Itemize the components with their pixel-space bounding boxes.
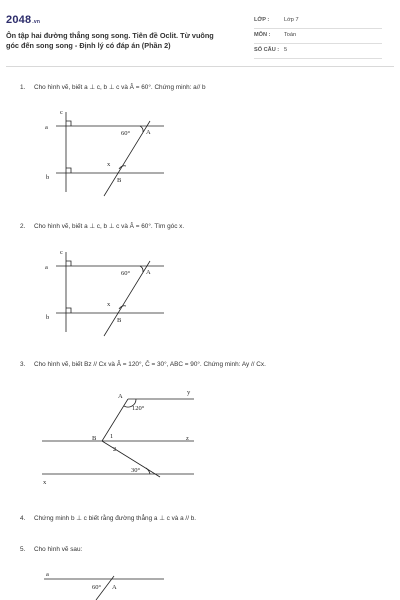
title-line-1: Ôn tập hai đường thẳng song song. Tiên đề Oclit. Từ vuông — [6, 31, 214, 40]
logo-suffix: .vn — [32, 19, 41, 25]
label-b: b — [46, 174, 50, 181]
label-z: z — [186, 435, 189, 442]
label-b: b — [46, 314, 50, 321]
label-B: B — [117, 177, 122, 184]
right-angle-mark — [66, 168, 71, 173]
question-number: 1. — [20, 84, 26, 91]
label-x: x — [107, 301, 111, 308]
angle-label-a: 120° — [132, 405, 145, 412]
question-text: Cho hình vẽ, biết a ⊥ c, b ⊥ c và Â = 60°. Chứng minh: a// b — [34, 84, 206, 91]
label-y: y — [187, 389, 191, 396]
meta-count-label: SỐ CÂU : — [254, 47, 280, 53]
angle-arc — [140, 266, 143, 272]
question-text: Cho hình vẽ, biết a ⊥ c, b ⊥ c và Â = 60°. Tìm góc x. — [34, 223, 185, 230]
right-angle-mark — [66, 261, 71, 266]
question-number: 2. — [20, 223, 26, 230]
label-c: c — [60, 249, 63, 256]
question-text: Chứng minh b ⊥ c biết rằng đường thẳng a ⊥ c và a // b. — [34, 515, 197, 522]
label-A: A — [146, 269, 151, 276]
label-B: B — [117, 317, 122, 324]
label-1: 1 — [110, 433, 114, 440]
meta-class-value: Lớp 7 — [284, 17, 299, 23]
question-number: 4. — [20, 515, 26, 522]
label-2: 2 — [113, 446, 117, 453]
label-A: A — [118, 393, 123, 400]
segment-ab — [102, 399, 128, 441]
right-angle-mark — [66, 308, 71, 313]
meta-subject-label: MÔN : — [254, 32, 271, 38]
label-x: x — [107, 161, 111, 168]
label-x: x — [43, 479, 47, 486]
label-a: a — [45, 264, 48, 271]
question-text: Cho hình vẽ sau: — [34, 546, 83, 553]
figure-1 — [56, 112, 164, 196]
label-A: A — [146, 129, 151, 136]
angle-arc — [119, 306, 126, 309]
question-number: 3. — [20, 361, 26, 368]
angle-label: 60° — [121, 270, 131, 277]
angle-label: 60° — [92, 584, 102, 591]
label-a: a — [46, 571, 49, 578]
angle-arc-c — [146, 468, 150, 474]
question-text: Cho hình vẽ, biết Bz // Cx và Â = 120°, Ĉ = 30°, ABC = 90°. Chứng minh: Ay // Cx. — [34, 361, 266, 368]
label-B: B — [92, 435, 97, 442]
logo-text: 2048 — [6, 14, 32, 26]
title-line-2: góc đến song song - Định lý có đáp án (Phần 2) — [6, 41, 171, 50]
label-A: A — [112, 584, 117, 591]
angle-label-c: 30° — [131, 467, 141, 474]
meta-class-label: LỚP : — [254, 17, 270, 23]
question-number: 5. — [20, 546, 26, 553]
angle-label: 60° — [121, 130, 131, 137]
label-a: a — [45, 124, 48, 131]
meta-count-value: 5 — [284, 47, 288, 53]
meta-subject-value: Toán — [284, 32, 297, 38]
figure-3 — [42, 399, 194, 477]
angle-arc — [140, 126, 143, 132]
angle-arc — [119, 166, 126, 169]
label-c: c — [60, 109, 63, 116]
figure-2 — [56, 252, 164, 336]
figure-5 — [44, 576, 164, 600]
right-angle-mark — [66, 121, 71, 126]
